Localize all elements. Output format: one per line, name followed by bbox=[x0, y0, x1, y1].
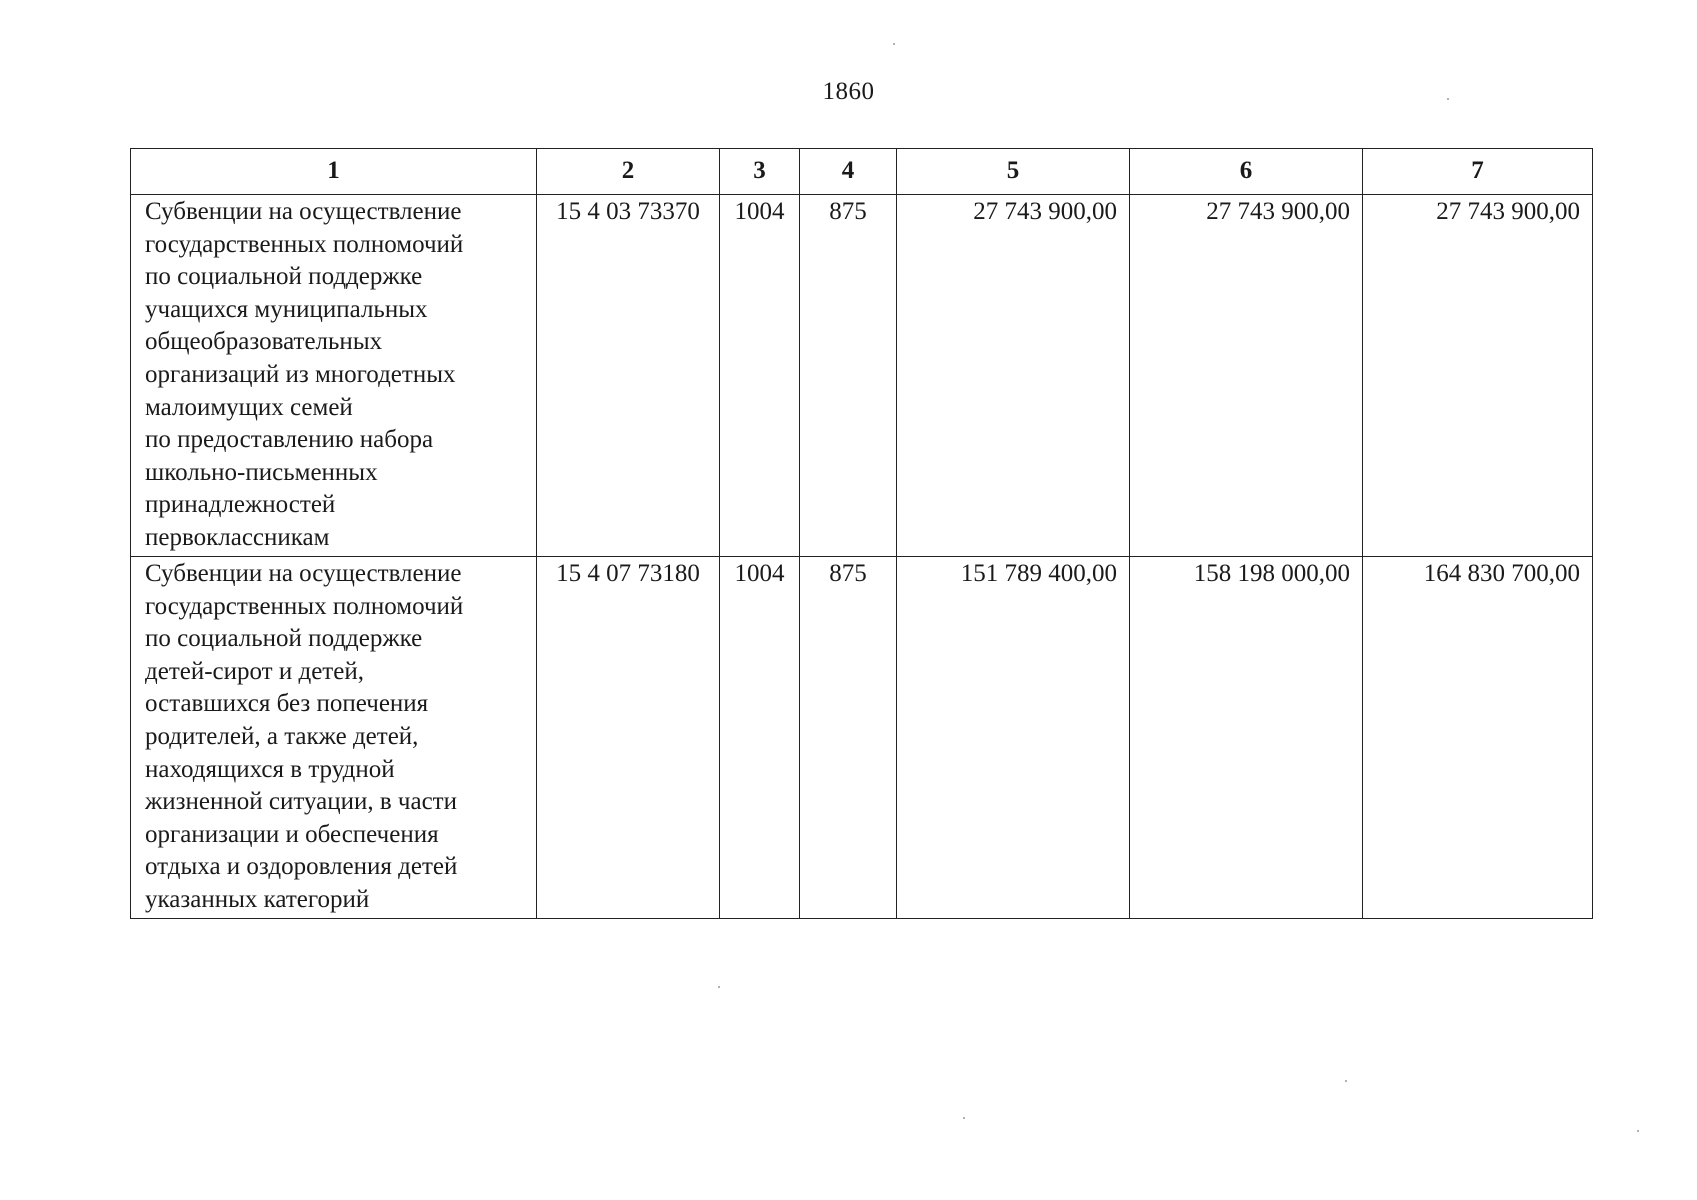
amount-col7-cell: 27 743 900,00 bbox=[1363, 195, 1593, 557]
table-row bbox=[131, 195, 1593, 557]
description-line: Субвенции на осуществление bbox=[145, 198, 462, 225]
description-line: организаций из многодетных bbox=[145, 360, 456, 388]
description-line: первоклассникам bbox=[145, 523, 330, 551]
column-header-3: 3 bbox=[720, 149, 800, 195]
amount-col7-cell: 164 830 700,00 bbox=[1363, 557, 1593, 919]
description-line: учащихся муниципальных bbox=[145, 295, 428, 323]
expense-type-cell: 875 bbox=[800, 195, 897, 557]
description-line: жизненной ситуации, в части bbox=[145, 788, 457, 816]
amount-col5-cell: 27 743 900,00 bbox=[897, 195, 1130, 557]
column-header-7: 7 bbox=[1363, 149, 1593, 195]
column-header-5: 5 bbox=[897, 149, 1130, 195]
amount-col6-cell: 27 743 900,00 bbox=[1130, 195, 1363, 557]
page-number: 1860 bbox=[822, 78, 875, 105]
description-line: родителей, а также детей, bbox=[145, 722, 419, 750]
scan-speck bbox=[1447, 98, 1449, 100]
description-line: детей-сирот и детей, bbox=[145, 657, 364, 685]
amount-col6-cell: 158 198 000,00 bbox=[1130, 557, 1363, 919]
description-line: оставшихся без попечения bbox=[145, 690, 429, 718]
description-line: по предоставлению набора bbox=[145, 426, 434, 454]
description-line: государственных полномочий bbox=[145, 592, 464, 620]
description-line: организации и обеспечения bbox=[145, 820, 439, 848]
description-line: указанных категорий bbox=[145, 885, 370, 913]
description-line: находящихся в трудной bbox=[145, 755, 395, 783]
header-row bbox=[131, 149, 1593, 195]
description-line: общеобразовательных bbox=[145, 328, 383, 356]
description-line: по социальной поддержке bbox=[145, 263, 423, 291]
row-description-cell bbox=[131, 557, 537, 919]
description-line: принадлежностей bbox=[145, 491, 336, 519]
expense-type-cell: 875 bbox=[800, 557, 897, 919]
description-line: Субвенции на осуществление bbox=[145, 560, 462, 587]
description-line: школьно-письменных bbox=[145, 458, 378, 486]
column-header-1: 1 bbox=[131, 149, 537, 195]
section-code-cell: 1004 bbox=[720, 195, 800, 557]
scan-speck bbox=[963, 1117, 965, 1119]
row-description-cell bbox=[131, 195, 537, 557]
scan-speck bbox=[893, 43, 895, 45]
column-header-2: 2 bbox=[537, 149, 720, 195]
target-code-cell: 15 4 07 73180 bbox=[537, 557, 720, 919]
budget-table bbox=[130, 148, 1593, 919]
description-line: малоимущих семей bbox=[145, 393, 353, 421]
column-header-4: 4 bbox=[800, 149, 897, 195]
scan-speck bbox=[1345, 1080, 1347, 1082]
target-code-cell: 15 4 03 73370 bbox=[537, 195, 720, 557]
column-header-6: 6 bbox=[1130, 149, 1363, 195]
scan-speck bbox=[718, 986, 720, 988]
description-line: по социальной поддержке bbox=[145, 625, 423, 653]
description-line: государственных полномочий bbox=[145, 230, 464, 258]
table-row bbox=[131, 557, 1593, 919]
amount-col5-cell: 151 789 400,00 bbox=[897, 557, 1130, 919]
description-line: отдыха и оздоровления детей bbox=[145, 853, 458, 881]
section-code-cell: 1004 bbox=[720, 557, 800, 919]
scan-speck bbox=[1637, 1130, 1639, 1132]
